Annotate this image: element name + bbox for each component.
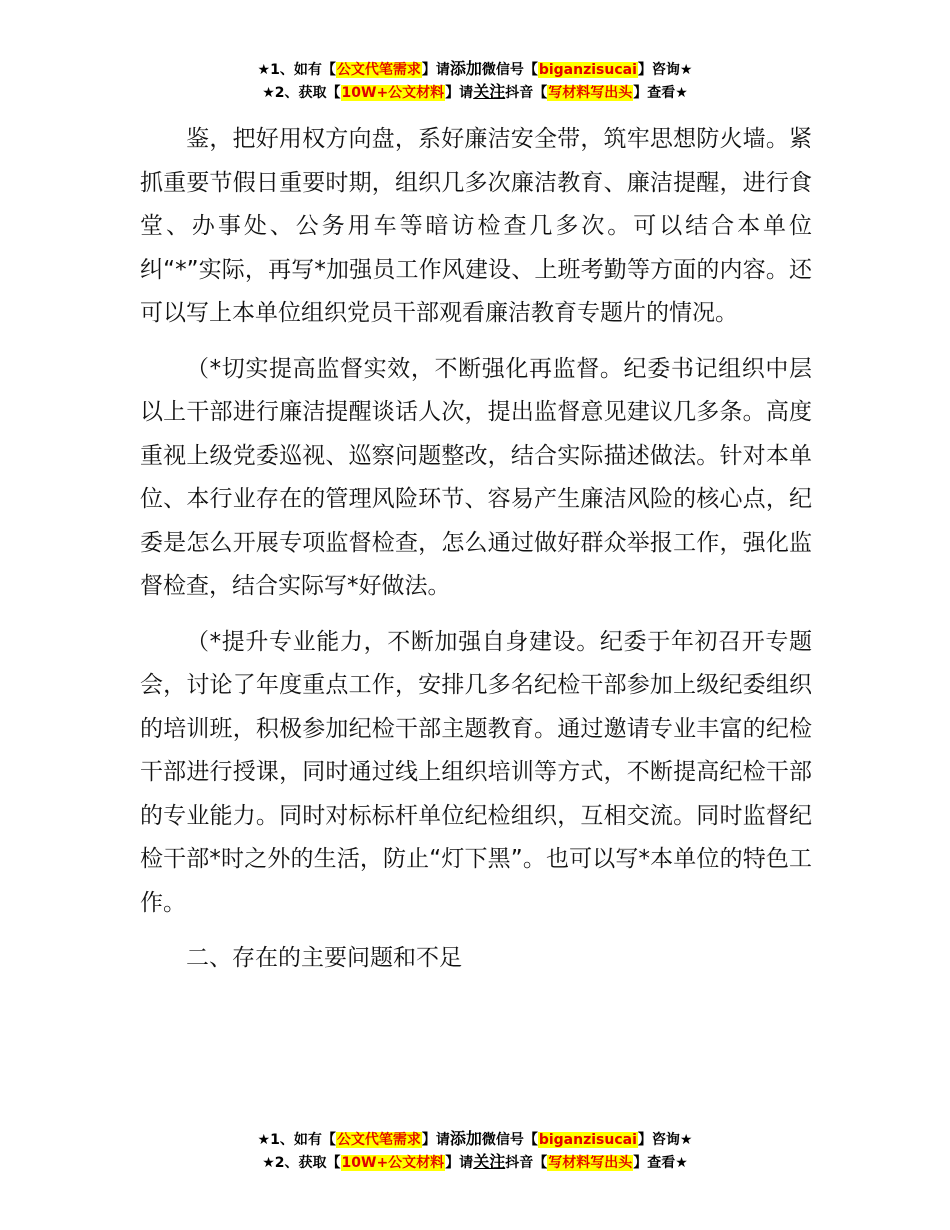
header-banner [0, 58, 950, 104]
banner-text: 】请 [445, 1155, 474, 1171]
banner-wechat-id: biganzisucai [538, 1132, 637, 1148]
banner-text: 微信号【 [481, 62, 538, 78]
banner-text: ★2、获取【 [262, 1155, 341, 1171]
banner-emphasis: 关注 [473, 1152, 506, 1171]
body-paragraph: （*提升专业能力，不断加强自身建设。纪委于年初召开专题会，讨论了年度重点工作，安排几多名纪检干部参加上级纪委组织的培训班，积极参加纪检干部主题教育。通过邀请专业丰富的纪检干部进行授课，同时通过线上组织培训等方式，不断提高纪检干部的专业能力。同时对标标杆单位纪检组织，互相交流。同时监督纪检干部*时之外的生活，防止“灯下黑”。也可以写*本单位的特色工作。 [140, 628, 812, 916]
banner-text: 抖音【 [505, 85, 548, 101]
banner-highlight: 10W+公文材料 [341, 85, 445, 101]
footer-banner [0, 1128, 950, 1174]
banner-line-1 [0, 58, 950, 81]
banner-text: ★1、如有【 [257, 1132, 336, 1148]
paragraph-text: 鉴，把好用权方向盘，系好廉洁安全带，筑牢思想防火墙。紧抓重要节假日重要时期，组织几多次廉洁教育、廉洁提醒，进行食堂、办事处、公务用车等暗访检查几多次。可以结合本单位纠“*”实际，再写*加强员工作风建设、上班考勤等方面的内容。还可以写上本单位组织党员干部观看廉洁教育专题片的情况。 [140, 126, 812, 326]
banner-wechat-id: biganzisucai [538, 62, 637, 78]
banner-text: 】查看★ [633, 1155, 688, 1171]
banner-emphasis: 关注 [473, 82, 506, 101]
document-body [140, 118, 812, 981]
banner-text: 】请 [445, 85, 474, 101]
banner-text: 微信号【 [481, 1132, 538, 1148]
banner-text: 】咨询★ [637, 62, 693, 78]
banner-text: 】查看★ [633, 85, 688, 101]
body-paragraph [140, 118, 812, 336]
banner-line-2 [0, 1151, 950, 1174]
banner-line-1 [0, 1128, 950, 1151]
banner-emphasis: 添加 [449, 1129, 482, 1148]
banner-douyin-id: 写材料写出头 [548, 85, 633, 101]
section-heading: 二、存在的主要问题和不足 [186, 945, 462, 971]
banner-douyin-id: 写材料写出头 [548, 1155, 633, 1171]
banner-emphasis: 添加 [449, 59, 482, 78]
banner-highlight: 公文代笔需求 [336, 1132, 421, 1148]
banner-text: 】咨询★ [637, 1132, 693, 1148]
banner-highlight: 10W+公文材料 [341, 1155, 445, 1171]
banner-line-2 [0, 81, 950, 104]
body-paragraph: （*切实提高监督实效，不断强化再监督。纪委书记组织中层以上干部进行廉洁提醒谈话人次，提出监督意见建议几多条。高度重视上级党委巡视、巡察问题整改，结合实际描述做法。针对本单位、本行业存在的管理风险环节、容易产生廉洁风险的核心点，纪委是怎么开展专项监督检查，怎么通过做好群众举报工作，强化监督检查，结合实际写*好做法。 [140, 355, 812, 599]
banner-highlight: 公文代笔需求 [336, 62, 421, 78]
banner-text: 抖音【 [505, 1155, 548, 1171]
banner-text: 】请 [421, 62, 450, 78]
banner-text: 】请 [421, 1132, 450, 1148]
banner-text: ★1、如有【 [257, 62, 336, 78]
banner-text: ★2、获取【 [262, 85, 341, 101]
